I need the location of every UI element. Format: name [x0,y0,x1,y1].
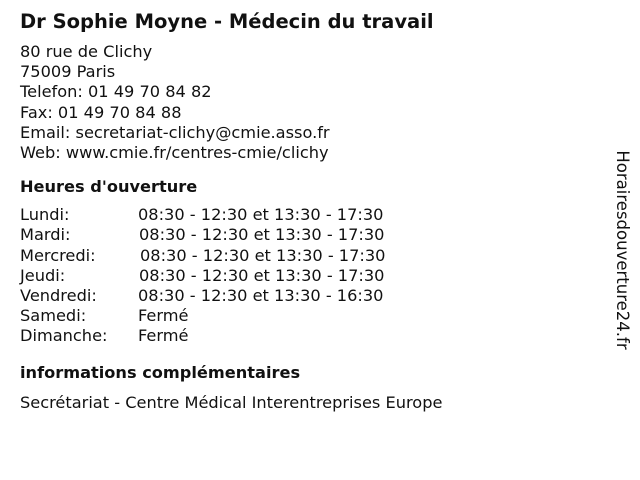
day-label: Lundi: [20,205,70,225]
phone-number: Telefon: 01 49 70 84 82 [20,82,212,102]
info-heading: informations complémentaires [20,362,301,382]
website: Web: www.cmie.fr/centres-cmie/clichy [20,143,329,163]
site-watermark: Horairesdouverture24.fr [613,150,632,350]
contact-details [20,42,600,163]
hours-row [20,205,600,225]
hours-value: 08:30 - 12:30 et 13:30 - 16:30 [138,285,384,305]
info-description: Secrétariat - Centre Médical Interentreprises Europe [20,392,443,412]
email-address: Email: secretariat-clichy@cmie.asso.fr [20,122,330,142]
day-label: Mardi: [20,225,71,245]
hours-heading: Heures d'ouverture [20,177,198,197]
hours-value: Fermé [138,326,189,346]
day-label: Vendredi: [20,285,97,305]
day-label: Jeudi: [20,265,66,285]
hours-row [20,225,600,245]
street-address: 80 rue de Clichy [20,42,153,61]
hours-row [20,266,600,286]
hours-row [20,246,600,266]
hours-row [20,306,600,326]
hours-row [20,326,600,346]
opening-hours-table [20,205,600,346]
business-card [20,8,600,413]
day-label: Samedi: [20,306,87,326]
hours-row [20,286,600,306]
business-name: Dr Sophie Moyne - Médecin du travail [20,10,434,33]
hours-value: 08:30 - 12:30 et 13:30 - 17:30 [139,225,385,245]
hours-value: 08:30 - 12:30 et 13:30 - 17:30 [139,265,385,285]
day-label: Mercredi: [20,245,96,265]
hours-value: Fermé [138,306,189,326]
hours-value: 08:30 - 12:30 et 13:30 - 17:30 [138,205,384,225]
day-label: Dimanche: [20,326,108,346]
hours-value: 08:30 - 12:30 et 13:30 - 17:30 [140,245,386,265]
fax-number: Fax: 01 49 70 84 88 [20,102,182,122]
postal-city: 75009 Paris [20,62,116,82]
